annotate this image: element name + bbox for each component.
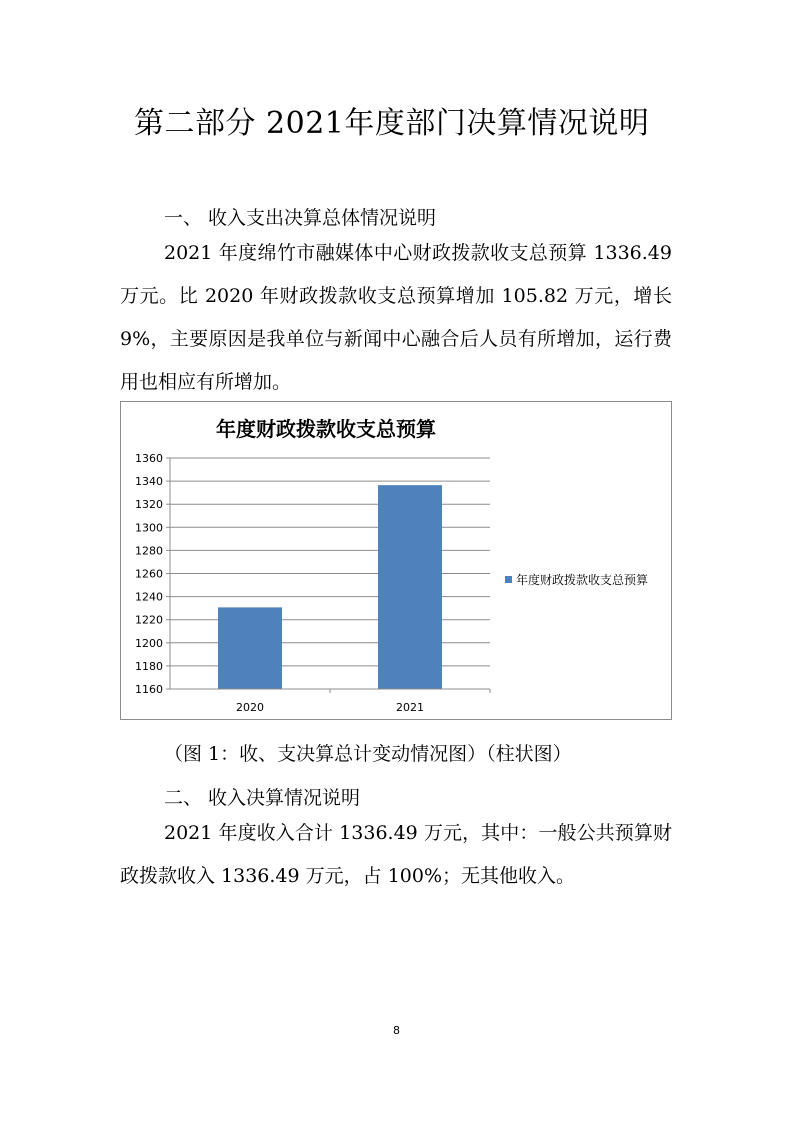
y-tick-label: 1340 — [135, 475, 163, 489]
bar-2021 — [378, 485, 442, 689]
y-tick-label: 1260 — [135, 567, 163, 581]
y-tick-label: 1180 — [135, 659, 163, 673]
bar-chart — [120, 401, 672, 720]
bar-2020 — [218, 607, 282, 689]
section-2-paragraph: 2021 年度收入合计 1336.49 万元，其中：一般公共预算财政拨款收入 1336.49 万元，占 100%；无其他收入。 — [120, 822, 672, 887]
y-tick-label: 1360 — [135, 452, 163, 465]
chart-title: 年度财政拨款收支总预算 — [216, 417, 436, 441]
page-number: 8 — [393, 1024, 400, 1037]
y-tick-label: 1200 — [135, 636, 163, 650]
legend-swatch — [505, 576, 512, 583]
x-tick-label: 2020 — [236, 701, 264, 714]
bar-chart-canvas — [121, 402, 671, 719]
y-tick-label: 1160 — [135, 683, 163, 696]
figure-caption: （图 1：收、支决算总计变动情况图）（柱状图） — [164, 743, 572, 765]
y-tick-label: 1300 — [135, 521, 163, 535]
chart-legend — [505, 572, 648, 587]
y-tick-label: 1320 — [135, 498, 163, 512]
chart-bars — [218, 485, 442, 689]
section-1-heading: 一、 收入支出决算总体情况说明 — [164, 207, 437, 229]
y-tick-label: 1220 — [135, 613, 163, 627]
page-title: 第二部分 2021年度部门决算情况说明 — [134, 106, 650, 141]
section-1-paragraph: 2021 年度绵竹市融媒体中心财政拨款收支总预算 1336.49 万元。比 2020 年财政拨款收支总预算增加 105.82 万元，增长 9%，主要原因是我单位与新闻中心融合后人员有所增加，运行费用也相应有所增加。 — [120, 242, 672, 393]
y-tick-label: 1240 — [135, 590, 163, 604]
x-tick-label: 2021 — [396, 701, 424, 714]
section-2-heading: 二、 收入决算情况说明 — [164, 787, 361, 809]
legend-label: 年度财政拨款收支总预算 — [516, 573, 649, 587]
y-tick-label: 1280 — [135, 544, 163, 558]
